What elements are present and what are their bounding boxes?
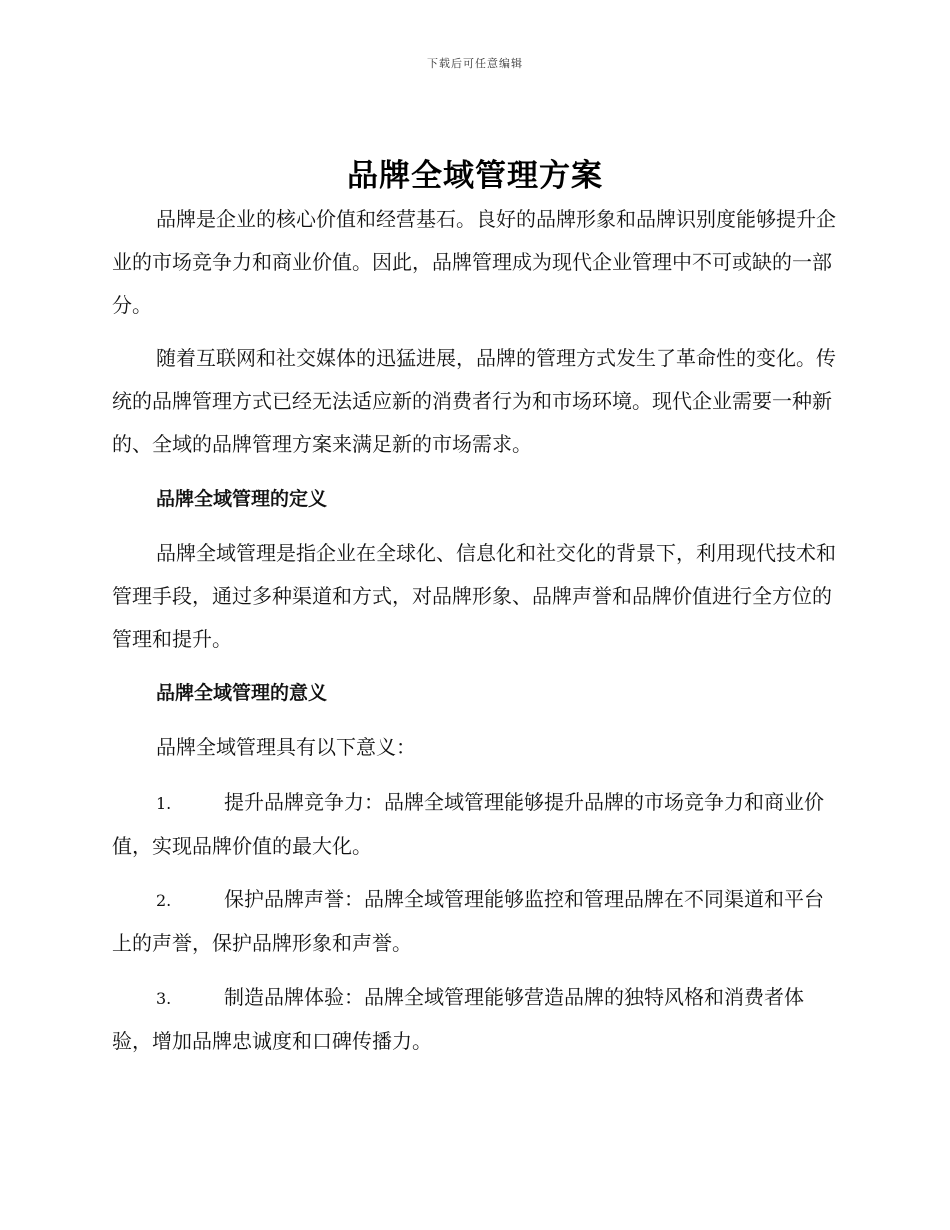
list-number: 1. [156,794,172,813]
intro-paragraph: 品牌是企业的核心价值和经营基石。良好的品牌形象和品牌识别度能够提升企业的市场竞争力和商业价值。因此，品牌管理成为现代企业管理中不可或缺的一部分。 [112,207,836,317]
list-item [112,878,836,965]
header-note: 下载后可任意编辑 [427,57,523,70]
list-number: 2. [156,891,172,910]
list-item [112,976,836,1063]
section-heading-significance: 品牌全域管理的意义 [156,682,328,704]
definition-paragraph: 品牌全域管理是指企业在全球化、信息化和社交化的背景下，利用现代技术和管理手段，通过多种渠道和方式，对品牌形象、品牌声誉和品牌价值进行全方位的管理和提升。 [112,541,836,651]
list-text: 制造品牌体验：品牌全域管理能够营造品牌的独特风格和消费者体验，增加品牌忠诚度和口碑传播力。 [112,985,804,1053]
list-text: 保护品牌声誉：品牌全域管理能够监控和管理品牌在不同渠道和平台上的声誉，保护品牌形象和声誉。 [112,887,824,955]
list-item [112,781,836,868]
significance-intro: 品牌全域管理具有以下意义： [156,735,416,759]
document-title: 品牌全域管理方案 [347,158,603,194]
background-paragraph: 随着互联网和社交媒体的迅猛进展，品牌的管理方式发生了革命性的变化。传统的品牌管理方式已经无法适应新的消费者行为和市场环境。现代企业需要一种新的、全域的品牌管理方案来满足新的市场需求。 [112,346,836,456]
list-number: 3. [156,989,172,1008]
section-heading-definition: 品牌全域管理的定义 [156,488,328,510]
list-text: 提升品牌竞争力：品牌全域管理能够提升品牌的市场竞争力和商业价值，实现品牌价值的最大化。 [112,790,824,858]
